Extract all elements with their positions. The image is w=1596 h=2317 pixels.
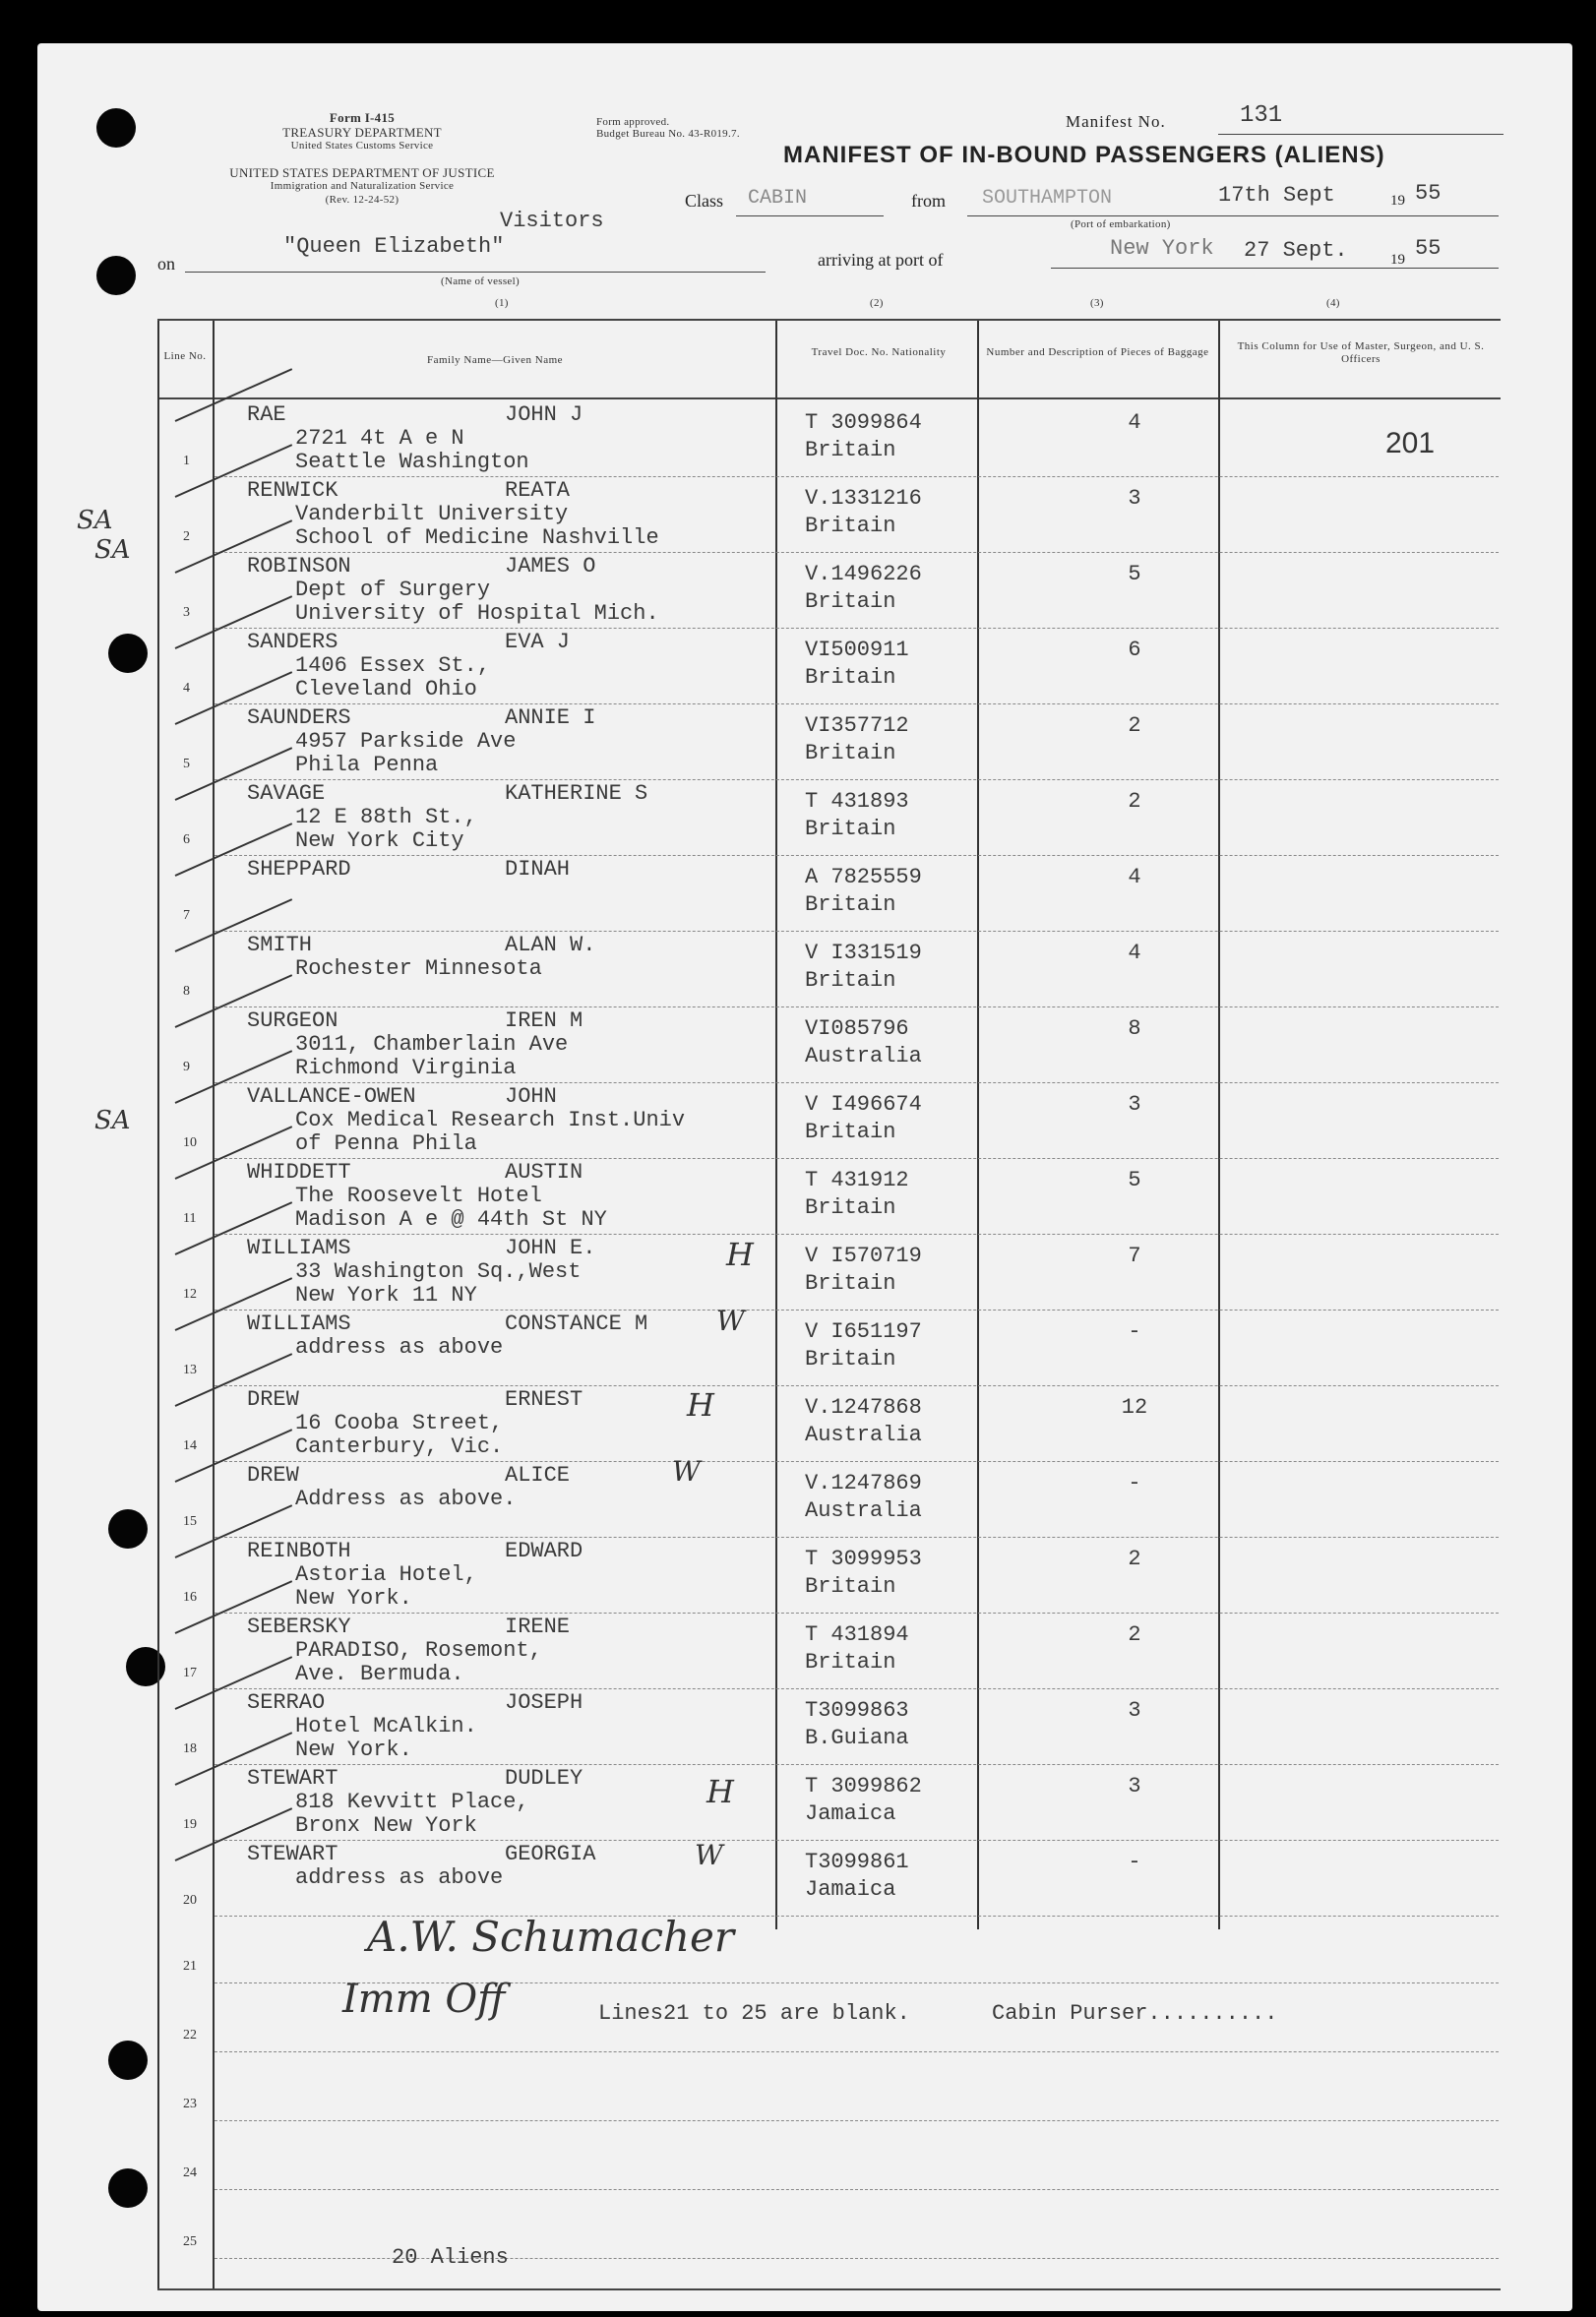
treasury-dept: TREASURY DEPARTMENT — [282, 125, 442, 140]
line-number: 11 — [183, 1211, 197, 1226]
address-line-2: Seattle Washington — [295, 450, 529, 474]
family-name: SAVAGE — [247, 781, 326, 806]
header-name: Family Name—Given Name — [426, 354, 564, 366]
passenger-row — [37, 630, 1572, 705]
header-line-no: Line No. — [163, 350, 207, 362]
col-number-4: (4) — [1326, 297, 1340, 309]
travel-doc-number: T 3099862 — [805, 1774, 922, 1799]
blank-row — [37, 2124, 1572, 2193]
passenger-row — [37, 857, 1572, 933]
address-line-1: 1406 Essex St., — [295, 653, 491, 678]
line-number: 22 — [183, 2028, 197, 2043]
family-name: WILLIAMS — [247, 1311, 351, 1336]
line-number: 14 — [183, 1438, 197, 1453]
family-name: REINBOTH — [247, 1539, 351, 1563]
travel-doc-number: T 431894 — [805, 1622, 909, 1647]
address-line-1: 33 Washington Sq.,West — [295, 1259, 582, 1284]
address-line-1: Cox Medical Research Inst.Univ — [295, 1108, 686, 1132]
address-line-2: School of Medicine Nashville — [295, 525, 659, 550]
baggage-count: 5 — [1128, 1168, 1141, 1192]
line-number: 9 — [183, 1060, 190, 1074]
nationality: Britain — [805, 1574, 896, 1599]
baggage-count: 4 — [1128, 941, 1141, 965]
header-baggage: Number and Description of Pieces of Baggage — [986, 346, 1209, 358]
row-divider — [215, 2051, 1499, 2052]
manifest-sheet — [37, 43, 1572, 2311]
address-line-1: 12 E 88th St., — [295, 805, 477, 829]
nationality: Britain — [805, 817, 896, 841]
passenger-row — [37, 1236, 1572, 1311]
passenger-row — [37, 402, 1572, 478]
address-line-1: 4957 Parkside Ave — [295, 729, 517, 754]
address-line-1: Dept of Surgery — [295, 578, 491, 602]
class-value: CABIN — [748, 187, 808, 210]
given-name: EDWARD — [505, 1539, 583, 1563]
line-number: 18 — [183, 1741, 197, 1756]
nationality: Jamaica — [805, 1801, 896, 1826]
address-line-1: address as above — [295, 1335, 504, 1360]
row-divider — [215, 1234, 1499, 1235]
given-name: JOHN J — [505, 402, 583, 427]
baggage-count: 3 — [1128, 486, 1141, 511]
travel-doc-number: T 3099864 — [805, 410, 922, 435]
row-divider — [215, 628, 1499, 629]
travel-doc-number: V.1496226 — [805, 562, 922, 586]
blank-row — [37, 1918, 1572, 1986]
given-name: DINAH — [505, 857, 571, 882]
address-line-1: Astoria Hotel, — [295, 1562, 477, 1587]
baggage-count: 3 — [1128, 1092, 1141, 1117]
row-divider — [215, 779, 1499, 780]
punch-hole — [96, 256, 136, 295]
address-line-2: University of Hospital Mich. — [295, 601, 659, 626]
given-name: GEORGIA — [505, 1842, 596, 1866]
table-bottom-border — [157, 2288, 1501, 2290]
travel-doc-number: V.1331216 — [805, 486, 922, 511]
address-line-1: The Roosevelt Hotel — [295, 1184, 542, 1208]
passenger-row — [37, 1463, 1572, 1539]
row-divider — [215, 1764, 1499, 1765]
given-name: KATHERINE S — [505, 781, 648, 806]
address-line-2: Madison A e @ 44th St NY — [295, 1207, 607, 1232]
given-name: DUDLEY — [505, 1766, 583, 1791]
arrival-date: 27 Sept. — [1244, 238, 1348, 263]
arrival-year-prefix: 19 — [1390, 252, 1405, 268]
wife-mark: W — [716, 1305, 745, 1337]
family-name: SAUNDERS — [247, 705, 351, 730]
baggage-count: 7 — [1128, 1244, 1141, 1268]
given-name: ALICE — [505, 1463, 571, 1488]
line-number: 24 — [183, 2165, 197, 2180]
from-label: from — [911, 191, 946, 211]
nationality: Britain — [805, 1347, 896, 1372]
row-divider — [215, 1537, 1499, 1538]
line-number: 12 — [183, 1287, 197, 1302]
table-top-border — [157, 319, 1501, 321]
address-line-2: New York 11 NY — [295, 1283, 477, 1308]
line-number: 5 — [183, 757, 190, 771]
given-name: AUSTIN — [505, 1160, 583, 1185]
row-divider — [215, 1082, 1499, 1083]
travel-doc-number: T3099861 — [805, 1850, 909, 1874]
nationality: Britain — [805, 1271, 896, 1296]
baggage-count: 3 — [1128, 1698, 1141, 1723]
given-name: ALAN W. — [505, 933, 596, 957]
wife-mark: W — [695, 1839, 723, 1871]
given-name: REATA — [505, 478, 571, 503]
given-name: JOHN E. — [505, 1236, 596, 1260]
nationality: Australia — [805, 1498, 922, 1523]
family-name: RENWICK — [247, 478, 338, 503]
arrival-year: 55 — [1415, 236, 1442, 261]
baggage-count: 4 — [1128, 865, 1141, 889]
baggage-count: 8 — [1128, 1016, 1141, 1041]
row-divider — [215, 1006, 1499, 1007]
class-underline — [736, 215, 884, 216]
given-name: CONSTANCE M — [505, 1311, 648, 1336]
on-label: on — [157, 254, 175, 274]
given-name: JOSEPH — [505, 1690, 583, 1715]
line-number: 4 — [183, 681, 190, 696]
from-value: SOUTHAMPTON — [982, 187, 1113, 210]
form-revision: (Rev. 12-24-52) — [325, 194, 399, 206]
address-line-2: New York City — [295, 828, 464, 853]
husband-mark: H — [687, 1386, 714, 1424]
address-line-2: Ave. Bermuda. — [295, 1662, 464, 1686]
ins-service: Immigration and Naturalization Service — [270, 180, 455, 192]
officer-signature: A.W. Schumacher — [367, 1913, 734, 1961]
passenger-row — [37, 1084, 1572, 1160]
nationality: Britain — [805, 892, 896, 917]
line-number: 8 — [183, 984, 190, 999]
passenger-row — [37, 1766, 1572, 1842]
family-name: SERRAO — [247, 1690, 326, 1715]
baggage-count: 2 — [1128, 1547, 1141, 1571]
line-number: 19 — [183, 1817, 197, 1832]
address-line-2: Bronx New York — [295, 1813, 477, 1838]
given-name: JAMES O — [505, 554, 596, 579]
row-divider — [215, 1461, 1499, 1462]
row-divider — [215, 855, 1499, 856]
line-number: 20 — [183, 1893, 197, 1908]
depart-year-prefix: 19 — [1390, 193, 1405, 209]
given-name: IRENE — [505, 1615, 571, 1639]
customs-service: United States Customs Service — [290, 140, 434, 152]
address-line-2: Richmond Virginia — [295, 1056, 517, 1080]
line-number: 6 — [183, 832, 190, 847]
address-line-2: New York. — [295, 1586, 412, 1611]
baggage-count: 2 — [1128, 1622, 1141, 1647]
passenger-row — [37, 1311, 1572, 1387]
travel-doc-number: T 431893 — [805, 789, 909, 814]
family-name: SURGEON — [247, 1008, 338, 1033]
from-underline — [967, 215, 1499, 216]
line-number: 1 — [183, 454, 190, 468]
passenger-row — [37, 705, 1572, 781]
margin-note-sa: SA — [94, 1106, 131, 1135]
travel-doc-number: V I651197 — [805, 1319, 922, 1344]
baggage-count: 6 — [1128, 638, 1141, 662]
given-name: EVA J — [505, 630, 571, 654]
family-name: VALLANCE-OWEN — [247, 1084, 416, 1109]
travel-doc-number: T 3099953 — [805, 1547, 922, 1571]
travel-doc-number: V I496674 — [805, 1092, 922, 1117]
line-number: 17 — [183, 1666, 197, 1680]
nationality: Britain — [805, 589, 896, 614]
family-name: ROBINSON — [247, 554, 351, 579]
passenger-row — [37, 1842, 1572, 1918]
baggage-count: 2 — [1128, 789, 1141, 814]
line-number: 15 — [183, 1514, 197, 1529]
baggage-count: - — [1128, 1319, 1141, 1344]
family-name: SHEPPARD — [247, 857, 351, 882]
passenger-row — [37, 1160, 1572, 1236]
address-line-2: of Penna Phila — [295, 1131, 477, 1156]
nationality: Britain — [805, 665, 896, 690]
passenger-row — [37, 554, 1572, 630]
depart-year: 55 — [1415, 181, 1442, 206]
travel-doc-number: VI085796 — [805, 1016, 909, 1041]
line-number: 13 — [183, 1363, 197, 1377]
header-officers: This Column for Use of Master, Surgeon, and U. S. Officers — [1237, 340, 1485, 365]
depart-date: 17th Sept — [1218, 183, 1335, 208]
family-name: DREW — [247, 1387, 299, 1412]
row-divider — [215, 1158, 1499, 1159]
col-number-3: (3) — [1090, 297, 1104, 309]
travel-doc-number: V I331519 — [805, 941, 922, 965]
budget-bureau: Budget Bureau No. 43-R019.7. — [596, 128, 740, 140]
baggage-count: - — [1128, 1850, 1141, 1874]
baggage-count: - — [1128, 1471, 1141, 1495]
family-name: WILLIAMS — [247, 1236, 351, 1260]
address-line-1: 818 Kevvitt Place, — [295, 1790, 529, 1814]
manifest-title: MANIFEST OF IN-BOUND PASSENGERS (ALIENS) — [783, 142, 1385, 168]
address-line-2: Phila Penna — [295, 753, 439, 777]
address-line-2: New York. — [295, 1738, 412, 1762]
address-line-1: 3011, Chamberlain Ave — [295, 1032, 569, 1057]
baggage-count: 2 — [1128, 713, 1141, 738]
blank-row — [37, 2193, 1572, 2262]
row-divider — [215, 2120, 1499, 2121]
margin-note-sa: SA — [77, 506, 113, 535]
header-bottom-border — [157, 397, 1501, 399]
travel-doc-number: T3099863 — [805, 1698, 909, 1723]
vessel-name-label: (Name of vessel) — [441, 275, 520, 287]
nationality: B.Guiana — [805, 1726, 909, 1750]
port-embarkation-label: (Port of embarkation) — [1071, 218, 1171, 230]
family-name: RAE — [247, 402, 286, 427]
travel-doc-number: V I570719 — [805, 1244, 922, 1268]
row-divider — [215, 1385, 1499, 1386]
row-divider — [215, 476, 1499, 477]
class-label: Class — [685, 191, 724, 211]
manifest-no-underline — [1218, 134, 1504, 135]
address-line-1: Hotel McAlkin. — [295, 1714, 477, 1738]
travel-doc-number: V.1247868 — [805, 1395, 922, 1420]
line-number: 25 — [183, 2234, 197, 2249]
passenger-row — [37, 933, 1572, 1008]
form-number: Form I-415 — [329, 110, 396, 125]
address-line-1: Vanderbilt University — [295, 502, 569, 526]
arrival-port: New York — [1110, 236, 1214, 261]
col-number-2: (2) — [870, 297, 884, 309]
baggage-count: 3 — [1128, 1774, 1141, 1799]
immigration-officer-note: Imm Off — [342, 1977, 506, 2022]
row-divider — [215, 931, 1499, 932]
line-number: 10 — [183, 1135, 197, 1150]
husband-mark: H — [726, 1236, 754, 1273]
line-number: 7 — [183, 908, 190, 923]
baggage-count: 12 — [1121, 1395, 1148, 1420]
family-name: STEWART — [247, 1842, 338, 1866]
family-name: SANDERS — [247, 630, 338, 654]
nationality: Britain — [805, 1195, 896, 1220]
address-line-1: address as above — [295, 1865, 504, 1890]
manifest-no-label: Manifest No. — [1066, 112, 1166, 131]
travel-doc-number: T 431912 — [805, 1168, 909, 1192]
row-divider — [215, 1310, 1499, 1311]
aliens-count: 20 Aliens — [392, 2245, 509, 2270]
nationality: Britain — [805, 968, 896, 993]
travel-doc-number: VI357712 — [805, 713, 909, 738]
punch-hole — [96, 108, 136, 148]
nationality: Britain — [805, 1120, 896, 1144]
passenger-row — [37, 1615, 1572, 1690]
nationality: Australia — [805, 1044, 922, 1068]
blank-row — [37, 2055, 1572, 2124]
passenger-row — [37, 478, 1572, 554]
arrival-underline — [1051, 268, 1499, 269]
manifest-number: 131 — [1240, 102, 1283, 129]
travel-doc-number: VI500911 — [805, 638, 909, 662]
given-name: JOHN — [505, 1084, 557, 1109]
baggage-count: 5 — [1128, 562, 1141, 586]
justice-dept: UNITED STATES DEPARTMENT OF JUSTICE — [229, 165, 495, 180]
address-line-1: 2721 4t A e N — [295, 426, 464, 451]
row-divider — [215, 1688, 1499, 1689]
passenger-row — [37, 1539, 1572, 1615]
nationality: Britain — [805, 1650, 896, 1675]
margin-note-sa: SA — [94, 535, 131, 565]
nationality: Australia — [805, 1423, 922, 1447]
vessel-underline — [185, 272, 766, 273]
passenger-row — [37, 781, 1572, 857]
cabin-purser: Cabin Purser.......... — [992, 2001, 1278, 2026]
row-divider — [215, 2189, 1499, 2190]
address-line-1: PARADISO, Rosemont, — [295, 1638, 542, 1663]
form-approved: Form approved. — [596, 116, 670, 128]
nationality: Britain — [805, 741, 896, 765]
passenger-row — [37, 1690, 1572, 1766]
nationality: Britain — [805, 438, 896, 462]
col-number-1: (1) — [495, 297, 509, 309]
blank-lines-note: Lines21 to 25 are blank. — [598, 2001, 910, 2026]
address-line-1: Address as above. — [295, 1487, 517, 1511]
vessel-name: "Queen Elizabeth" — [283, 234, 505, 259]
given-name: ERNEST — [505, 1387, 583, 1412]
given-name: IREN M — [505, 1008, 583, 1033]
travel-doc-number: V.1247869 — [805, 1471, 922, 1495]
officer-number: 201 — [1385, 427, 1436, 459]
nationality: Jamaica — [805, 1877, 896, 1902]
line-number: 16 — [183, 1590, 197, 1605]
baggage-count: 4 — [1128, 410, 1141, 435]
row-divider — [215, 1840, 1499, 1841]
address-line-1: 16 Cooba Street, — [295, 1411, 504, 1435]
passenger-row — [37, 1008, 1572, 1084]
family-name: SMITH — [247, 933, 313, 957]
line-number: 23 — [183, 2097, 197, 2111]
family-name: SEBERSKY — [247, 1615, 351, 1639]
wife-mark: W — [672, 1455, 701, 1488]
header-doc: Travel Doc. No. Nationality — [811, 346, 947, 358]
row-divider — [215, 1613, 1499, 1614]
family-name: STEWART — [247, 1766, 338, 1791]
passenger-row — [37, 1387, 1572, 1463]
family-name: DREW — [247, 1463, 299, 1488]
given-name: ANNIE I — [505, 705, 596, 730]
row-divider — [215, 552, 1499, 553]
travel-doc-number: A 7825559 — [805, 865, 922, 889]
husband-mark: H — [706, 1773, 734, 1810]
family-name: WHIDDETT — [247, 1160, 351, 1185]
line-number: 21 — [183, 1959, 197, 1974]
address-line-2: Cleveland Ohio — [295, 677, 477, 701]
address-line-2: Canterbury, Vic. — [295, 1434, 504, 1459]
row-divider — [215, 703, 1499, 704]
line-number: 2 — [183, 529, 190, 544]
visitors-note: Visitors — [500, 209, 604, 233]
nationality: Britain — [805, 514, 896, 538]
address-line-1: Rochester Minnesota — [295, 956, 542, 981]
arriving-label: arriving at port of — [818, 250, 944, 270]
line-number: 3 — [183, 605, 190, 620]
